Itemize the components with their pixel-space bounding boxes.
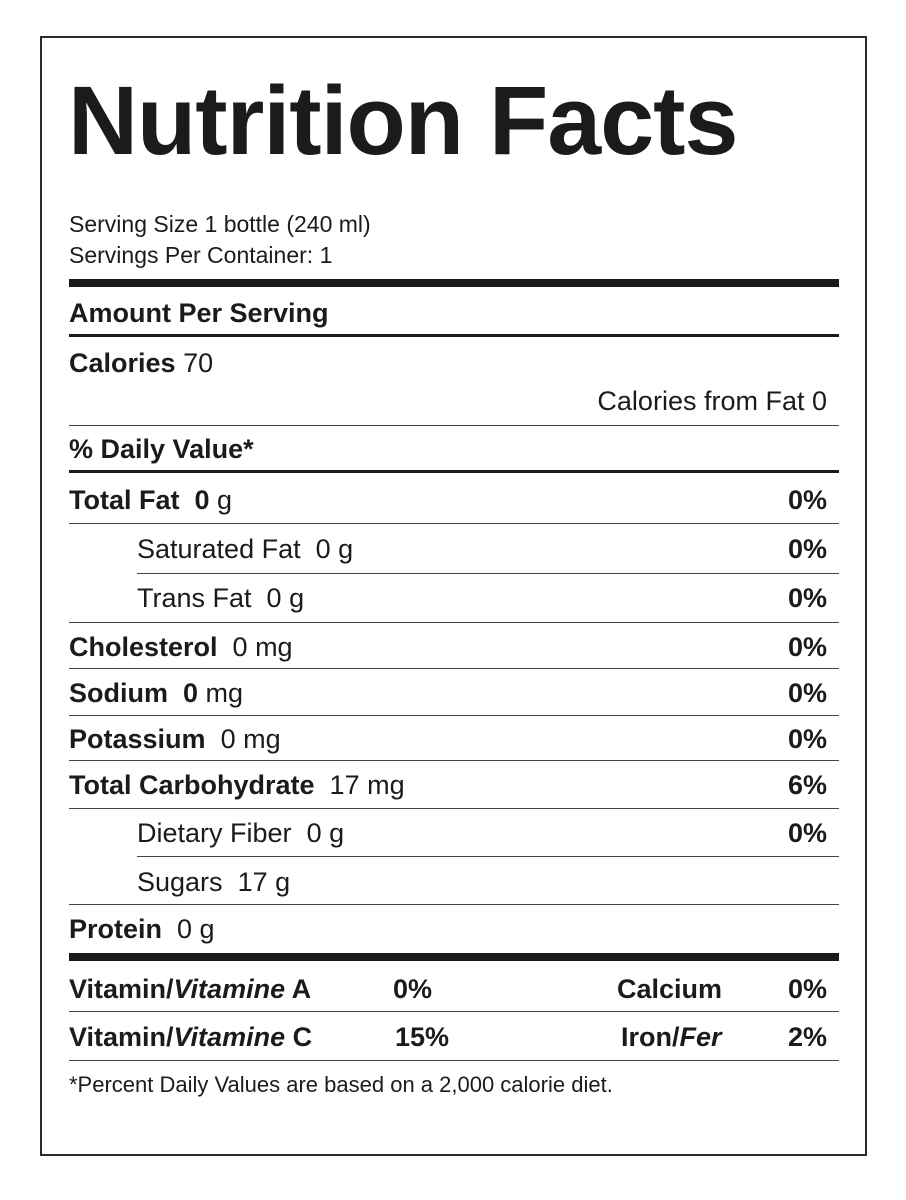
vitamin-c-label-fr: Vitamine <box>173 1022 286 1052</box>
thick-divider <box>69 953 839 961</box>
divider <box>69 622 839 623</box>
vitamin-c-pct: 15% <box>395 1022 450 1052</box>
nutrient-label: Total Fat <box>69 485 180 515</box>
vitamin-c-label <box>69 1024 312 1051</box>
saturated-fat-pct: 0% <box>787 534 827 564</box>
nutrient-amount: 0 <box>183 678 199 708</box>
trans-fat-pct: 0% <box>787 583 827 613</box>
potassium-pct: 0% <box>787 724 827 754</box>
divider <box>137 573 839 574</box>
nutrient-amount: 0 <box>194 485 210 515</box>
nutrient-label: Sodium <box>69 678 168 708</box>
iron-label-fr: Fer <box>679 1022 722 1052</box>
dietary-fiber-pct: 0% <box>787 818 827 848</box>
total-fat-row <box>69 487 232 514</box>
calories-row <box>69 350 213 377</box>
label-title: Nutrition Facts <box>68 66 738 175</box>
vitamin-c-label-en: Vitamin/ <box>69 1022 174 1052</box>
calcium-label: Calcium <box>617 974 723 1004</box>
calcium-pct: 0% <box>787 974 827 1004</box>
nutrient-label: Total Carbohydrate <box>69 770 315 800</box>
nutrient-unit: mg <box>198 678 244 708</box>
cholesterol-pct: 0% <box>787 632 827 662</box>
nutrient-label: Potassium <box>69 724 206 754</box>
potassium-row <box>69 726 281 753</box>
divider <box>69 425 839 426</box>
footnote: *Percent Daily Values are based on a 2,000 calorie diet. <box>69 1072 613 1097</box>
calories-label: Calories <box>69 348 176 378</box>
sugars-row <box>137 869 290 896</box>
thick-divider <box>69 279 839 287</box>
nutrient-amount: 0 g <box>315 534 354 564</box>
vitamin-a-label-fr: Vitamine <box>173 974 286 1004</box>
vitamin-a-letter: A <box>285 974 312 1004</box>
divider <box>69 715 839 716</box>
saturated-fat-row <box>137 536 353 563</box>
total-fat-pct: 0% <box>787 485 827 515</box>
nutrition-label <box>40 36 867 1156</box>
nutrient-label: Dietary Fiber <box>137 818 292 848</box>
nutrient-label: Cholesterol <box>69 632 218 662</box>
iron-label <box>621 1024 722 1051</box>
divider <box>69 760 839 761</box>
calories-value: 70 <box>183 348 214 378</box>
nutrient-label: Saturated Fat <box>137 534 301 564</box>
divider <box>69 808 839 809</box>
vitamin-a-label-en: Vitamin/ <box>69 974 174 1004</box>
nutrient-amount: 0 mg <box>220 724 281 754</box>
nutrient-amount: 17 mg <box>329 770 405 800</box>
cholesterol-row <box>69 634 293 661</box>
dietary-fiber-row <box>137 820 344 847</box>
calories-from-fat: Calories from Fat 0 <box>597 386 827 416</box>
divider <box>69 1060 839 1061</box>
vitamin-c-letter: C <box>285 1022 313 1052</box>
serving-size: Serving Size 1 bottle (240 ml) <box>69 211 371 237</box>
nutrient-amount: 0 g <box>177 914 215 944</box>
divider <box>137 856 839 857</box>
sodium-pct: 0% <box>787 678 827 708</box>
nutrient-amount: 0 g <box>266 583 305 613</box>
servings-per-container: Servings Per Container: 1 <box>69 242 333 268</box>
divider <box>69 668 839 669</box>
nutrient-label: Sugars <box>137 867 223 897</box>
divider <box>69 470 839 473</box>
amount-per-serving-header: Amount Per Serving <box>69 298 329 328</box>
nutrient-amount: 17 g <box>237 867 291 897</box>
divider <box>69 1011 839 1012</box>
nutrient-unit: g <box>209 485 233 515</box>
nutrient-label: Trans Fat <box>137 583 252 613</box>
divider <box>69 334 839 337</box>
total-carbohydrate-row <box>69 772 405 799</box>
sodium-row <box>69 680 243 707</box>
iron-pct: 2% <box>787 1022 827 1052</box>
vitamin-a-pct: 0% <box>393 974 433 1004</box>
nutrient-amount: 0 mg <box>232 632 293 662</box>
vitamin-a-label <box>69 976 311 1003</box>
divider <box>69 904 839 905</box>
nutrient-label: Protein <box>69 914 163 944</box>
total-carbohydrate-pct: 6% <box>787 770 827 800</box>
iron-label-en: Iron/ <box>621 1022 680 1052</box>
trans-fat-row <box>137 585 304 612</box>
nutrient-amount: 0 g <box>306 818 345 848</box>
daily-value-header: % Daily Value* <box>69 434 254 464</box>
divider <box>69 523 839 524</box>
protein-row <box>69 916 215 943</box>
